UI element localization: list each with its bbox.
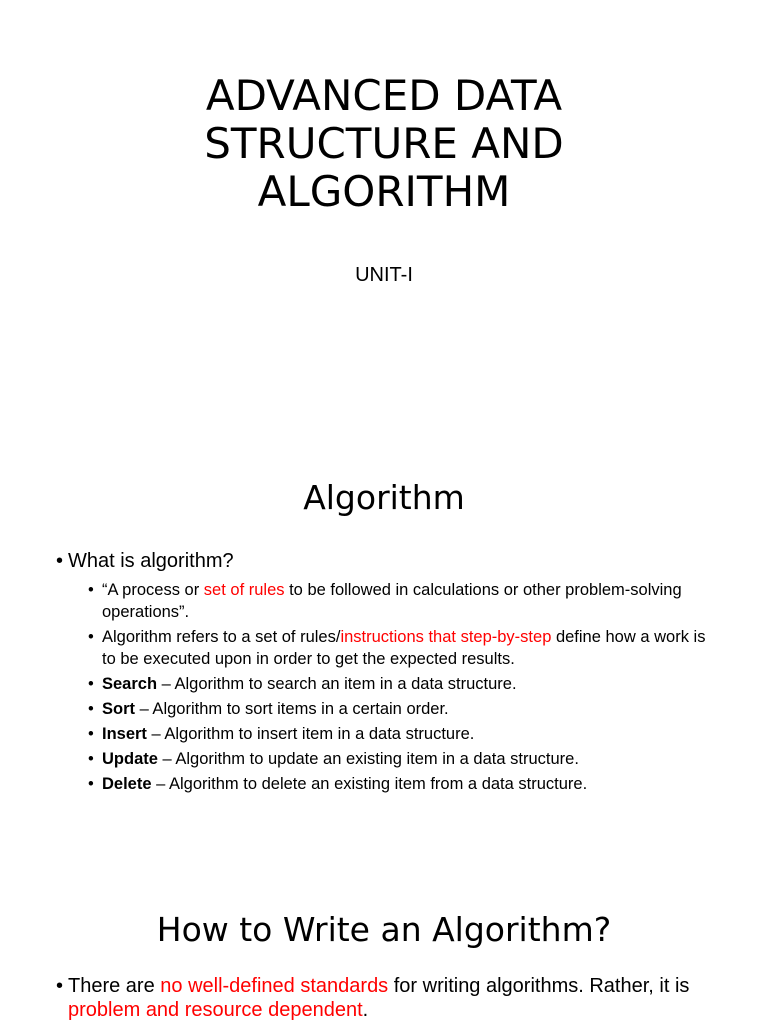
bullet-text: What is algorithm? (68, 550, 234, 572)
sub-bullet-operation (88, 773, 716, 795)
highlight-text: instructions that step-by-step (340, 628, 552, 646)
unit-subtitle: UNIT-I (355, 264, 413, 286)
text-run: “A process or (102, 581, 204, 599)
bullet-list (56, 549, 716, 798)
operation-desc: – Algorithm to update an existing item in a data structure. (157, 750, 579, 768)
text-run: to be followed in calculations or other problem-solving operations”. (102, 581, 682, 621)
sub-bullet-operation (88, 723, 716, 745)
bullet-item (56, 974, 716, 1022)
text-run: for writing algorithms. Rather, it is (388, 975, 690, 997)
operation-term: Update (102, 750, 158, 768)
sub-bullet-operation (88, 698, 716, 720)
operation-desc: – Algorithm to delete an existing item from a data structure. (151, 775, 588, 793)
highlight-text: no well-defined standards (160, 975, 389, 997)
highlight-text: problem and resource dependent (68, 999, 363, 1021)
sub-bullet-operation (88, 748, 716, 770)
title-line: ADVANCED DATA (205, 71, 563, 120)
presentation-title (0, 72, 768, 216)
title-line: ALGORITHM (257, 167, 511, 216)
text-run: There are (68, 975, 161, 997)
bullet-item (56, 549, 716, 795)
sub-bullet-operation (88, 673, 716, 695)
operation-term: Insert (102, 725, 147, 743)
title-line: STRUCTURE AND (204, 119, 564, 168)
operation-term: Delete (102, 775, 152, 793)
text-run: . (362, 999, 369, 1021)
text-run: define how a work is to be executed upon in order to get the expected results. (102, 628, 706, 668)
operation-desc: – Algorithm to sort items in a certain order. (135, 700, 449, 718)
sub-bullet-definition (88, 579, 716, 623)
slide-algorithm (0, 432, 768, 864)
slide-title: How to Write an Algorithm? (156, 910, 612, 949)
bullet-list (56, 974, 716, 1022)
slide-title: Algorithm (303, 478, 465, 517)
sub-bullet-definition (88, 626, 716, 670)
slide-how-to-write (0, 864, 768, 1024)
operation-term: Sort (102, 700, 135, 718)
slide-title-page (0, 0, 768, 432)
operation-desc: – Algorithm to insert item in a data structure. (146, 725, 475, 743)
operation-term: Search (102, 675, 158, 693)
highlight-text: set of rules (203, 581, 285, 599)
text-run: Algorithm refers to a set of rules/ (102, 628, 341, 646)
sub-bullet-list (88, 579, 716, 795)
operation-desc: – Algorithm to search an item in a data structure. (157, 675, 517, 693)
